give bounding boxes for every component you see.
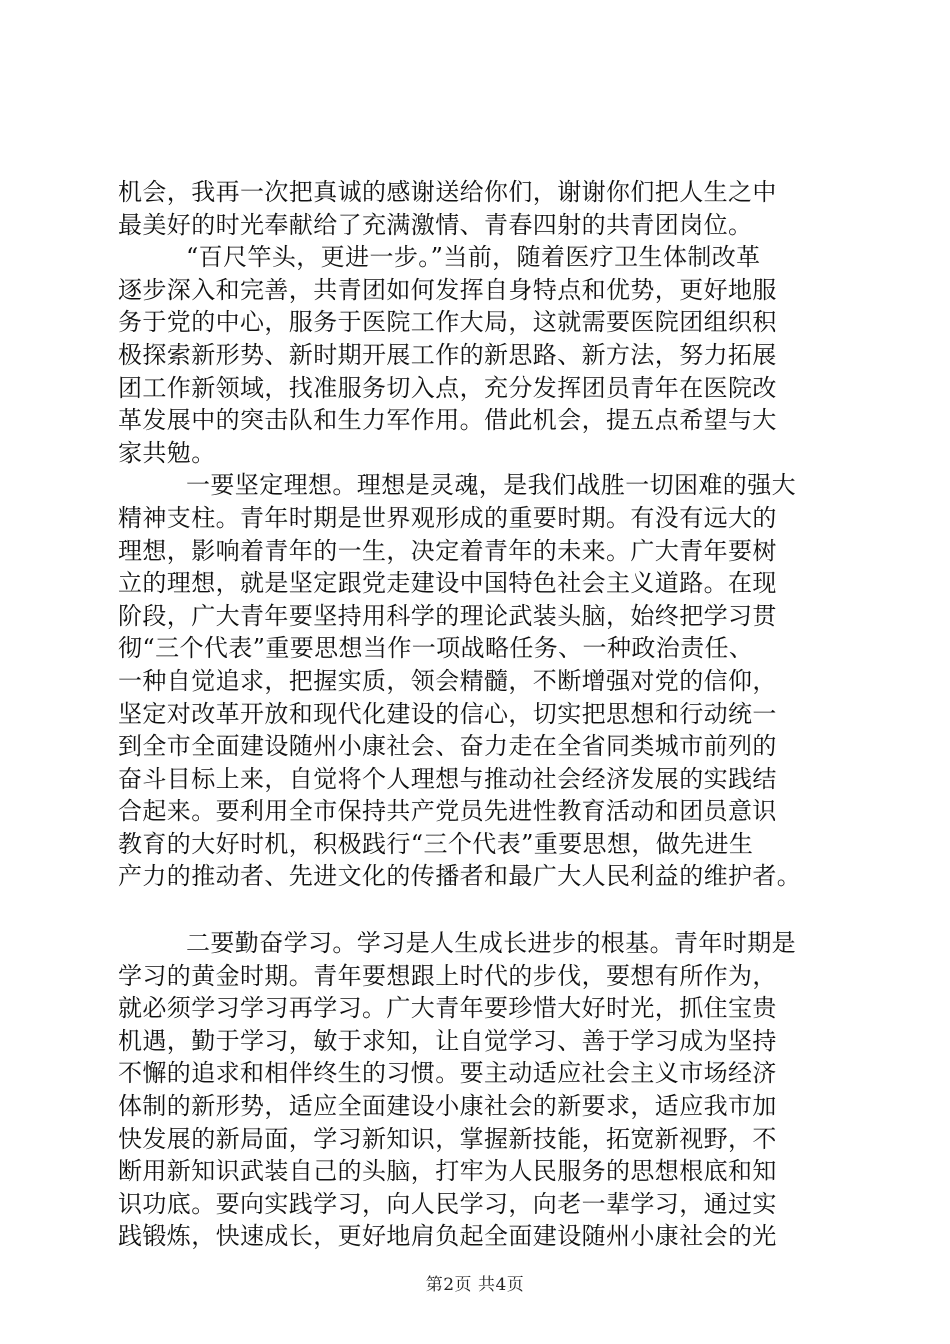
text-line: 团工作新领域，找准服务切入点，充分发挥团员青年在医院改: [118, 373, 777, 402]
text-line: 彻“三个代表”重要思想当作一项战略任务、一种政治责任、: [118, 634, 754, 663]
text-line: 务于党的中心，服务于医院工作大局，这就需要医院团组织积: [118, 308, 777, 337]
text-line: 学习的黄金时期。青年要想跟上时代的步伐，要想有所作为，: [118, 961, 777, 990]
text-line: 坚定对改革开放和现代化建设的信心，切实把思想和行动统一: [118, 699, 777, 728]
paragraph-gap: [118, 893, 840, 927]
body-text: [118, 176, 840, 1253]
text-line: 机遇，勤于学习，敏于求知，让自觉学习、善于学习成为坚持: [118, 1026, 777, 1055]
text-line: 奋斗目标上来，自觉将个人理想与推动社会经济发展的实践结: [118, 764, 777, 793]
paragraph: [118, 176, 840, 241]
text-line: 二要勤奋学习。学习是人生成长进步的根基。青年时期是: [186, 929, 796, 958]
text-line: “百尺竿头，更进一步。”当前，随着医疗卫生体制改革: [186, 243, 761, 272]
text-line: 快发展的新局面，学习新知识，掌握新技能，拓宽新视野，不: [118, 1124, 777, 1153]
text-line: 体制的新形势，适应全面建设小康社会的新要求，适应我市加: [118, 1092, 777, 1121]
text-line: 就必须学习学习再学习。广大青年要珍惜大好时光，抓住宝贵: [118, 994, 777, 1023]
text-line: 理想，影响着青年的一生，决定着青年的未来。广大青年要树: [118, 536, 777, 565]
text-line: 最美好的时光奉献给了充满激情、青春四射的共青团岗位。: [118, 210, 753, 239]
text-line: 极探索新形势、新时期开展工作的新思路、新方法，努力拓展: [118, 340, 777, 369]
text-line: 不懈的追求和相伴终生的习惯。要主动适应社会主义市场经济: [118, 1059, 777, 1088]
text-line: 践锻炼，快速成长，更好地肩负起全面建设随州小康社会的光: [118, 1222, 777, 1251]
paragraph: [118, 469, 840, 893]
text-line: 合起来。要利用全市保持共产党员先进性教育活动和团员意识: [118, 797, 777, 826]
text-line: 产力的推动者、先进文化的传播者和最广大人民利益的维护者。: [118, 862, 802, 891]
text-line: 精神支柱。青年时期是世界观形成的重要时期。有没有远大的: [118, 503, 777, 532]
text-line: 阶段，广大青年要坚持用科学的理论武装头脑，始终把学习贯: [118, 601, 777, 630]
text-line: 识功底。要向实践学习，向人民学习，向老一辈学习，通过实: [118, 1189, 777, 1218]
page-number-footer: 第2页 共4页: [425, 1275, 525, 1295]
text-line: 逐步深入和完善，共青团如何发挥自身特点和优势，更好地服: [118, 275, 777, 304]
text-line: 一要坚定理想。理想是灵魂，是我们战胜一切困难的强大: [186, 471, 796, 500]
text-line: 家共勉。: [118, 438, 216, 467]
text-line: 革发展中的突击队和生力军作用。借此机会，提五点希望与大: [118, 406, 777, 435]
text-line: 教育的大好时机，积极践行“三个代表”重要思想，做先进生: [118, 829, 754, 858]
paragraph: [118, 927, 840, 1253]
text-line: 机会，我再一次把真诚的感谢送给你们，谢谢你们把人生之中: [118, 178, 777, 206]
text-line: 断用新知识武装自己的头脑，打牢为人民服务的思想根底和知: [118, 1157, 777, 1186]
text-line: 一种自觉追求，把握实质，领会精髓，不断增强对党的信仰，: [118, 666, 777, 695]
paragraph: [118, 241, 840, 469]
text-line: 到全市全面建设随州小康社会、奋力走在全省同类城市前列的: [118, 732, 777, 761]
text-line: 立的理想，就是坚定跟党走建设中国特色社会主义道路。在现: [118, 569, 777, 598]
